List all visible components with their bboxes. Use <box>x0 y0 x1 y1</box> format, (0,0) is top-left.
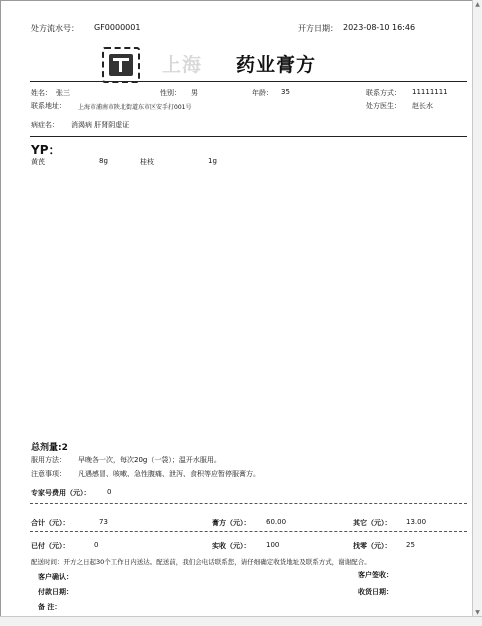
payment-divider <box>30 531 467 532</box>
patient-divider <box>30 136 467 137</box>
change-label: 找零（元）： <box>353 542 392 550</box>
serial-value: GF0000001 <box>94 23 141 32</box>
total-label: 合计（元）： <box>31 519 70 527</box>
date-label: 开方日期： <box>298 24 338 33</box>
herb-dose: 1g <box>208 157 217 165</box>
horizontal-scrollbar[interactable] <box>0 616 482 626</box>
name-label: 姓名： <box>31 89 52 97</box>
diagnosis-value: 消渴病 肝肾阴虚证 <box>71 121 130 129</box>
expert-fee-value: 0 <box>107 488 112 496</box>
customer-confirm-label: 客户确认： <box>38 573 73 581</box>
gender-label: 性别： <box>160 89 181 97</box>
other-fee-label: 其它（元）： <box>353 519 392 527</box>
paid-label: 已付（元）： <box>31 542 70 550</box>
serial-label: 处方流水号： <box>31 24 79 33</box>
notes-label: 注意事项： <box>31 470 66 478</box>
date-value: 2023-08-10 16:46 <box>343 23 416 32</box>
phone-label: 联系方式： <box>366 89 401 97</box>
title-main-text: 药业膏方 <box>236 54 317 76</box>
delivery-note: 配送时间：开方之日起30个工作日内送达。配送前，我们会电话联系您，请仔细确定收货地址及联系方式，谢谢配合。 <box>31 558 371 566</box>
phone-value: 11111111 <box>412 88 448 96</box>
fee-divider <box>30 503 467 504</box>
remark-label: 备 注： <box>38 603 62 611</box>
usage-value: 早晚各一次，每次20g（一袋）；温开水服用。 <box>78 456 221 464</box>
herb-name: 黄芪 <box>31 158 45 166</box>
age-value: 35 <box>281 88 290 96</box>
cream-fee-label: 膏方（元）： <box>212 519 251 527</box>
scroll-up-icon[interactable]: ▲ <box>475 1 480 8</box>
total-value: 73 <box>99 518 108 526</box>
vertical-scrollbar[interactable] <box>472 0 482 626</box>
header-divider <box>30 81 467 82</box>
received-value: 100 <box>266 541 280 549</box>
doctor-label: 处方医生： <box>366 102 401 110</box>
received-label: 实收（元）： <box>212 542 251 550</box>
cream-fee-value: 60.00 <box>266 518 287 526</box>
doctor-value: 赵长水 <box>412 102 433 110</box>
receive-date-label: 收货日期： <box>358 588 393 596</box>
gender-value: 男 <box>191 89 198 97</box>
address-label: 联系地址： <box>31 102 66 110</box>
total-dose: 总剂量:2 <box>31 443 68 453</box>
paid-value: 0 <box>94 541 99 549</box>
customer-sign-label: 客户签收： <box>358 571 393 579</box>
notes-value: 凡遇感冒、咳嗽、急性腹痛、泄泻、食积等应暂停服膏方。 <box>78 470 260 478</box>
change-value: 25 <box>406 541 415 549</box>
other-fee-value: 13.00 <box>406 518 427 526</box>
scroll-down-icon[interactable]: ▼ <box>475 609 480 616</box>
address-value: 上海市浦南市陕北街道东市区安手打001号 <box>78 104 192 111</box>
name-value: 张三 <box>56 89 70 97</box>
usage-label: 服用方法： <box>31 456 66 464</box>
prescription-heading: YP： <box>31 143 61 157</box>
diagnosis-label: 病症名： <box>31 121 59 129</box>
document-title <box>162 50 316 77</box>
title-faded-text: 上海 <box>162 54 203 76</box>
expert-fee-label: 专家号费用（元）： <box>31 489 91 497</box>
age-label: 年龄： <box>252 89 273 97</box>
herb-name: 桂枝 <box>140 158 154 166</box>
herb-dose: 8g <box>99 157 108 165</box>
pay-date-label: 付款日期： <box>38 588 73 596</box>
company-seal-logo <box>102 47 140 83</box>
